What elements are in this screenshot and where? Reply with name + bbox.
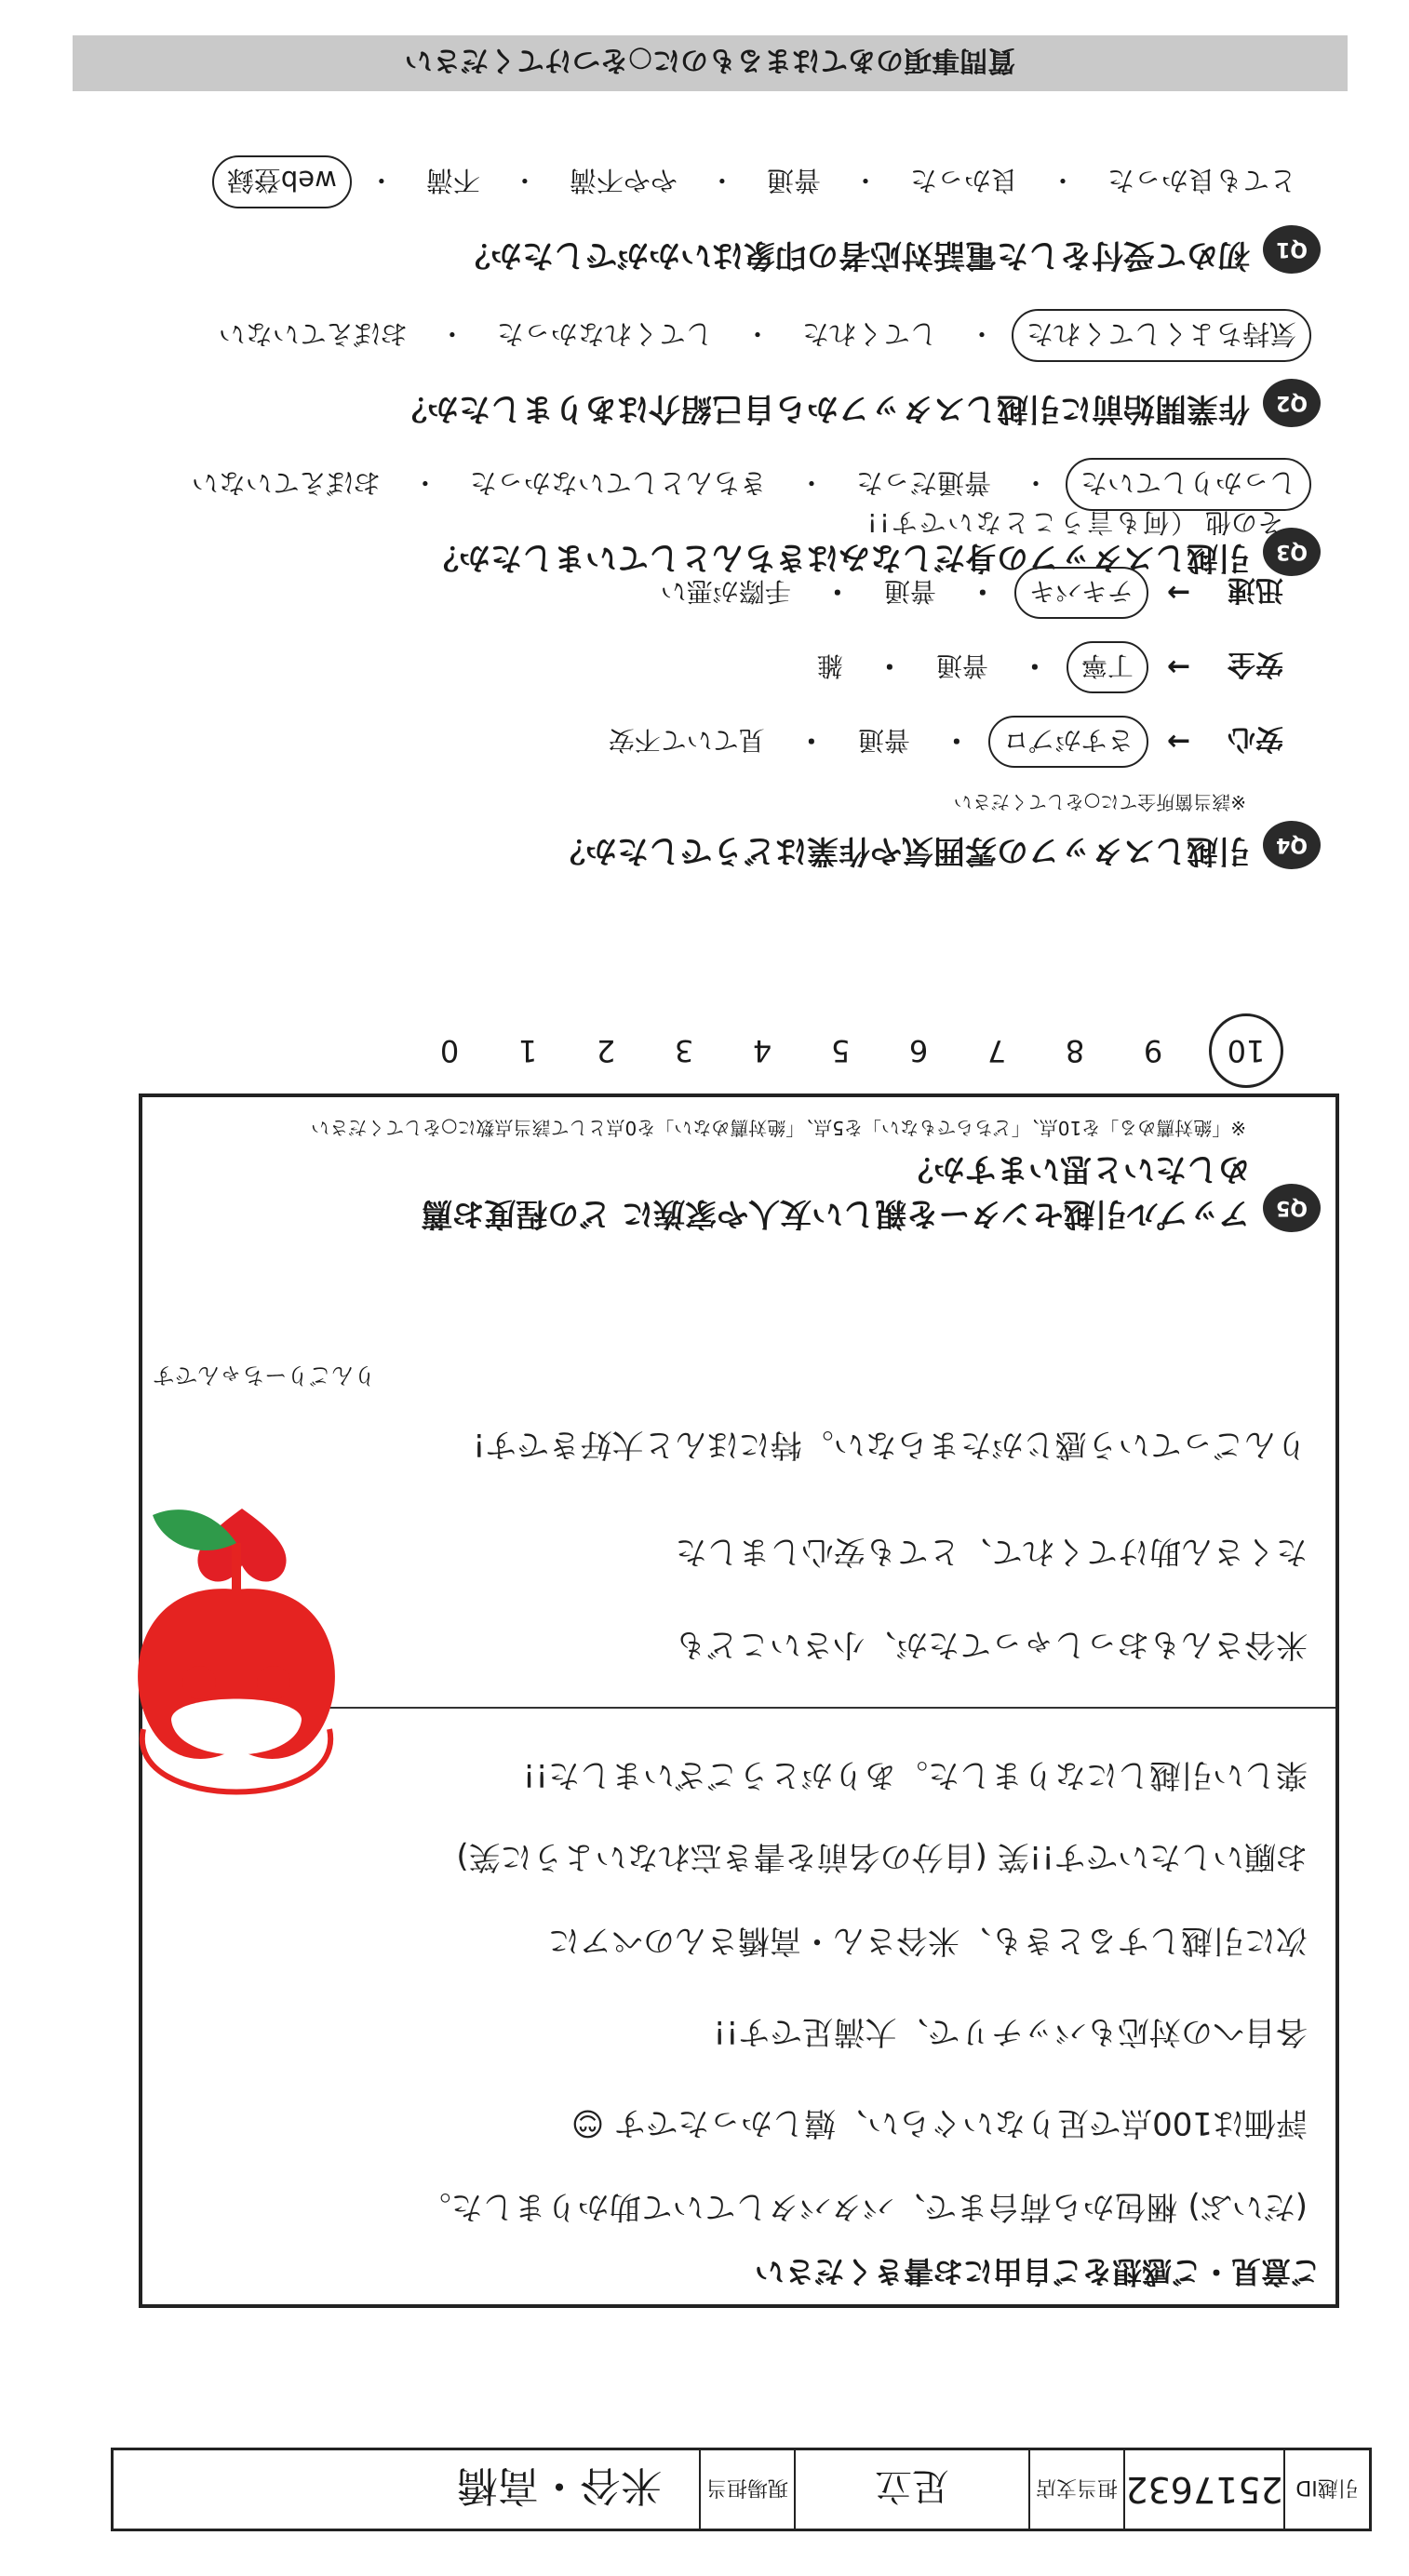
q4-row-label: 迅速	[1228, 573, 1283, 606]
q5-score[interactable]: 1	[517, 1033, 538, 1068]
q5-score[interactable]: 9	[1143, 1033, 1163, 1068]
q4-other	[74, 505, 1283, 543]
q5-scale	[74, 1013, 1283, 1088]
q1-option[interactable]: 良かった	[909, 165, 1018, 196]
q5-score[interactable]: 2	[596, 1033, 616, 1068]
branch-value: 足立	[794, 2450, 1028, 2529]
q4-option[interactable]: 見ていて不安	[608, 725, 765, 756]
q5-score[interactable]: 3	[674, 1033, 694, 1068]
q1-badge: Q1	[1263, 225, 1321, 274]
question-1: Q1 初めて受付をした電話対応者の印象はいかがでしたか？ とても良かった ・ 良かった ・ 普通 ・ やや不満 ・ 不満 ・ web登録	[74, 155, 1321, 277]
instruction-header	[73, 35, 1348, 91]
comment-line: 各自への対応もバッチリで、大満足です!!	[713, 2013, 1308, 2050]
comment-line: りんごっていう感じがたまらない。特にほんと大好きです!	[473, 1426, 1308, 1463]
q5-score-selected[interactable]: 10	[1209, 1013, 1283, 1088]
q3-option[interactable]: 普通だった	[855, 467, 991, 499]
q4-option[interactable]: 普通	[857, 725, 910, 756]
info-table	[111, 2448, 1372, 2531]
comment-line: お願いしたいです!!笑 (自分の名前を書き忘れないように笑)	[456, 1838, 1308, 1875]
comment-line: たくさん助けてくれて、とても安心しました	[675, 1533, 1308, 1570]
q4-row-label: 安心	[1228, 722, 1283, 755]
staff-value: 米谷・高橋	[457, 2462, 662, 2509]
q5-note: ※「絶対薦める」を10点、「どちらでもない」を5点、「絶対薦めない」を0点として該当点数に○をしてください	[311, 1117, 1246, 1139]
q3-badge: Q3	[1263, 528, 1321, 576]
q3-option[interactable]: おぼえていない	[191, 467, 381, 499]
question-3: Q3 引越しスタッフの身だしなみはきちんとしていましたか？ しっかりしていた ・ 普通だった ・ きちんとしていなかった ・ おぼえていない	[74, 458, 1321, 580]
q4-other-label: その他	[1204, 507, 1283, 538]
branch-label: 担当支店	[1028, 2450, 1123, 2529]
comment-label: ご意見・ご感想をご自由にお書きください	[754, 2254, 1321, 2289]
q4-other-text[interactable]: （何も言うことないです!!	[865, 507, 1198, 538]
q1-option[interactable]: やや不満	[569, 165, 678, 196]
q4-option[interactable]: 普通	[883, 576, 936, 607]
q4-option[interactable]: 手際が悪い	[660, 576, 791, 607]
q5-score[interactable]: 8	[1065, 1033, 1085, 1068]
q4-row-relief: 安心 → さすがプロ ・ 普通 ・ 見ていて不安	[74, 716, 1283, 768]
comment-line: 米谷さんもおっしゃってたが、小さいこども	[675, 1626, 1308, 1663]
q2-option[interactable]: してくれなかった	[496, 318, 713, 350]
q4-option-selected[interactable]: 丁寧	[1067, 641, 1148, 693]
question-2: Q2 作業開始前に引越しスタッフから自己紹介はありましたか？ 気持ちよくしてくれた ・ してくれた ・ してくれなかった ・ おぼえていない	[74, 309, 1321, 431]
q4-row-label: 安全	[1228, 648, 1283, 680]
id-label: 引越ID	[1283, 2450, 1369, 2529]
q1-text: 初めて受付をした電話対応者の印象はいかがでしたか？	[459, 236, 1250, 274]
q5-text: アップル引越センターを親しい友人や家族に どの程度お薦めしたいと思いますか？	[421, 1150, 1250, 1232]
q4-row-speed: 迅速 → テキパキ ・ 普通 ・ 手際が悪い	[74, 567, 1283, 619]
q3-option-selected[interactable]: しっかりしていた	[1066, 458, 1311, 511]
q1-option-selected[interactable]: web登録	[212, 155, 352, 208]
q4-note: ※該当箇所全てに○をしてください	[953, 791, 1246, 813]
comment-line: 次に引越しするときも、米谷さん・高橋さんのペアに	[548, 1922, 1308, 1959]
q2-option-selected[interactable]: 気持ちよくしてくれた	[1012, 309, 1311, 362]
comment-line: 評価は100点で足りないぐらい、嬉しかったです 😊	[570, 2104, 1308, 2141]
q4-badge: Q4	[1263, 821, 1321, 869]
question-4	[74, 505, 1321, 873]
q4-option-selected[interactable]: さすがプロ	[988, 716, 1148, 768]
q1-option[interactable]: 不満	[425, 165, 480, 196]
q5-score[interactable]: 0	[439, 1033, 460, 1068]
instruction-text: 質問事項のあてはまるものに○をつけてください	[404, 44, 1016, 76]
q5-score[interactable]: 6	[908, 1033, 929, 1068]
mascot-caption: りんごりーちゃんです	[153, 1362, 376, 1389]
q2-option[interactable]: おぼえていない	[218, 318, 408, 350]
apple-mascot-icon	[87, 1431, 385, 1869]
comment-line: (だいぶ) 梱包から荷台まで、バタバタしていて助かりました。	[419, 2188, 1308, 2225]
q5-score[interactable]: 7	[986, 1033, 1007, 1068]
q4-option[interactable]: 普通	[935, 651, 988, 681]
comment-line: 楽しい引越しになりました。ありがとうございました!!	[522, 1756, 1308, 1793]
staff-label: 現場担当	[699, 2450, 794, 2529]
q5-score[interactable]: 4	[752, 1033, 772, 1068]
q4-text: 引越しスタッフの雰囲気や作業はどうでしたか？	[554, 832, 1250, 869]
q4-option-selected[interactable]: テキパキ	[1014, 567, 1148, 619]
id-value: 2517632	[1123, 2450, 1283, 2529]
q5-badge: Q5	[1263, 1184, 1321, 1232]
q2-badge: Q2	[1263, 379, 1321, 427]
q4-option[interactable]: 雑	[816, 651, 843, 681]
q3-option[interactable]: きちんとしていなかった	[469, 467, 767, 499]
q3-text: 引越しスタッフの身だしなみはきちんとしていましたか？	[427, 539, 1250, 576]
q1-option[interactable]: 普通	[766, 165, 821, 196]
q2-option[interactable]: してくれた	[801, 318, 937, 350]
q1-option[interactable]: とても良かった	[1107, 165, 1296, 196]
q4-row-safety: 安全 → 丁寧 ・ 普通 ・ 雑	[74, 641, 1283, 693]
q2-text: 作業開始前に引越しスタッフから自己紹介はありましたか？	[396, 390, 1250, 427]
q5-score[interactable]: 5	[830, 1033, 851, 1068]
